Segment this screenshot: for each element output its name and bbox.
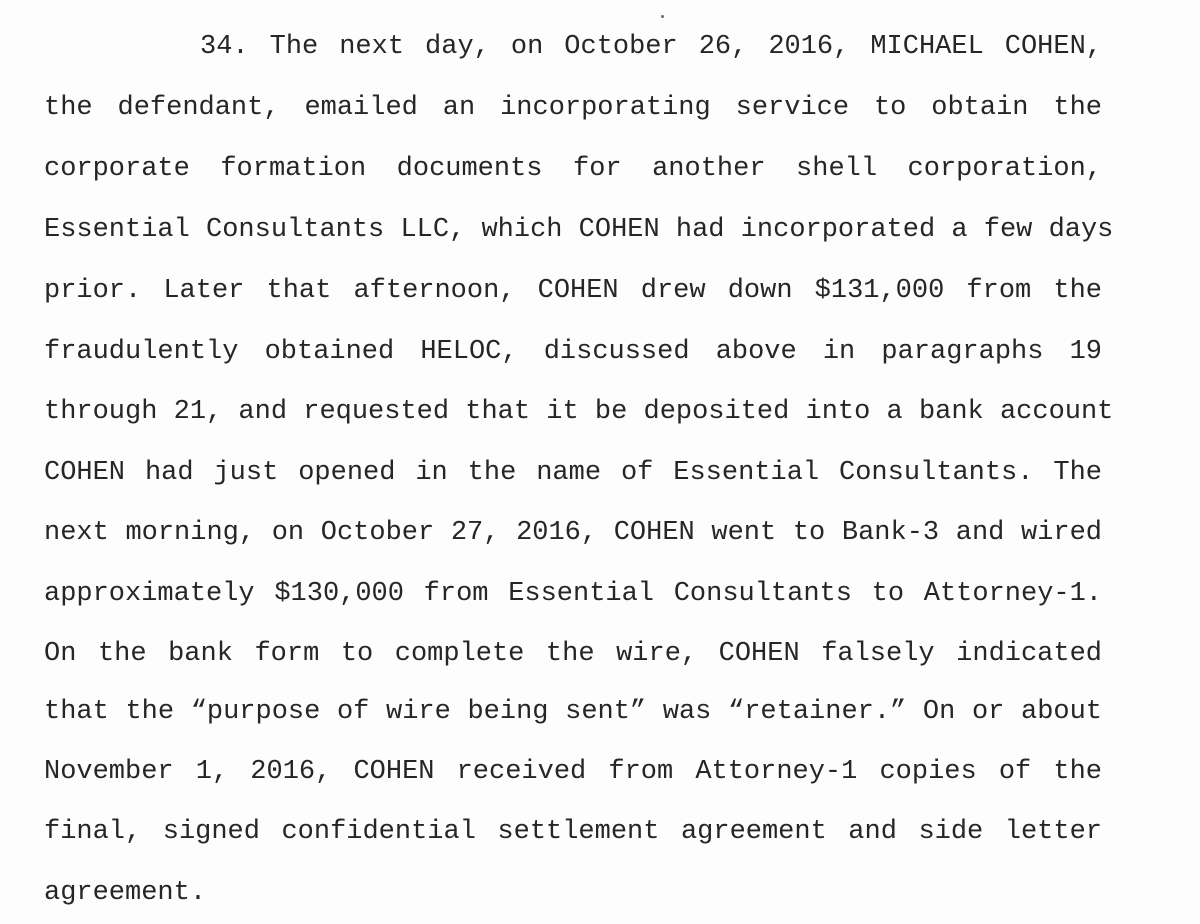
paragraph-line-8: COHEN had just opened in the name of Essential Consultants. The <box>44 458 1102 488</box>
paragraph-line-10: approximately $130,000 from Essential Consultants to Attorney-1. <box>44 579 1102 609</box>
paragraph-line-5: prior. Later that afternoon, COHEN drew down $131,000 from the <box>44 276 1102 306</box>
paragraph-line-2: the defendant, emailed an incorporating service to obtain the <box>44 93 1102 123</box>
paragraph-line-13: November 1, 2016, COHEN received from Attorney-1 copies of the <box>44 757 1102 787</box>
paragraph-line-1: 34. The next day, on October 26, 2016, MICHAEL COHEN, <box>200 32 1102 62</box>
paragraph-line-4: Essential Consultants LLC, which COHEN had incorporated a few days <box>44 215 1114 245</box>
paragraph-line-15: agreement. <box>44 878 207 908</box>
paragraph-line-7: through 21, and requested that it be deposited into a bank account <box>44 397 1114 427</box>
paragraph-line-11: On the bank form to complete the wire, COHEN falsely indicated <box>44 639 1102 669</box>
scan-speck <box>661 15 664 18</box>
paragraph-line-6: fraudulently obtained HELOC, discussed above in paragraphs 19 <box>44 337 1102 367</box>
paragraph-line-12: that the “purpose of wire being sent” was “retainer.” On or about <box>44 697 1102 727</box>
paragraph-line-9: next morning, on October 27, 2016, COHEN went to Bank-3 and wired <box>44 518 1102 548</box>
paragraph-line-3: corporate formation documents for another shell corporation, <box>44 154 1102 184</box>
paragraph-line-14: final, signed confidential settlement agreement and side letter <box>44 817 1102 847</box>
